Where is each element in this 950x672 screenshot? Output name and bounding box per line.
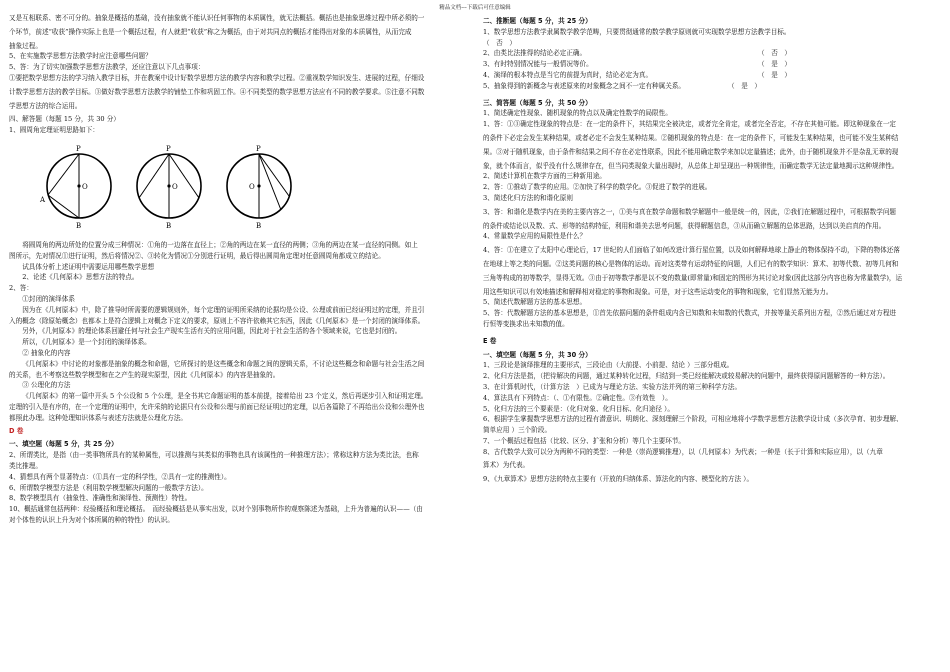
e-fill-item: 6、根据学生掌握数学思想方法的过程有潜意识、明朗化、深刻理解三个阶段，可相应地将小学数学思想方法教学设计成（多次孕育、初步理解、 <box>483 415 903 424</box>
d-fill-item: 2、所谓类比，是指（由一类事物所具有的某种属性，可以推测与其类似的事物也具有该属性的一种推理方法）；常称这种方法为类比法，也称 <box>9 451 419 460</box>
e-fill-item: 4、算法具有下列特点：（、①有限性。②确定性。③有效性 ）。 <box>483 393 672 402</box>
judge-answer: （ 是 ） <box>728 81 761 90</box>
label-P: P <box>256 144 261 153</box>
circle-figure-1 <box>39 140 119 230</box>
e-fill-item: 2、化归方法是指，（把待解决的问题，通过某种转化过程，归结到一类已经能解决或较易解决的问题中，最终获得原问题解答的一种方法）。 <box>483 372 890 381</box>
answer-2-text: 都照此办理。这种处理知识体系与表述方法就是公理化方法。 <box>9 413 188 422</box>
short-answer: 3、答：和谐化是数学内在美的主要内容之一，①美与真在数学命题和数学解题中一般是统一的，因此，②我们在解题过程中，可根据数学问题 <box>483 207 897 216</box>
short-answer: 的条件或结论以及数、式、形等的结构特征，利用和谐美去思考问题，获得解题信息，③从而确立解题的总体思路，达到以美启真的作用。 <box>483 221 886 230</box>
question-1: 1、圆周角定理证明思路如下： <box>9 126 99 135</box>
short-answer: 用这些知识可以有效地描述和解释相对稳定的事物和现象。可是，对于这些运动变化的事物和现象，它们显然无能为力。 <box>483 287 833 296</box>
answer-2: 2、答： <box>9 284 33 293</box>
answer-2-text: 所以，《几何原本》是一个封闭的演绎体系。 <box>22 338 151 347</box>
answer-2-heading: ③ 公理化的方法 <box>22 381 71 390</box>
answer-5: 5、答：为了切实加强数学思想方法教学，还应注意以下几点事项： <box>9 63 205 72</box>
short-question: 1、简述确定性现象、随机现象的特点以及确定性数学的局限性。 <box>483 109 672 118</box>
e-fill-item: 简单应用 ）三个阶段。 <box>483 426 552 435</box>
e-fill-item: 9、《九章算术》思想方法的特点主要有（开放的归纳体系、算法化的内容、模型化的方法 ）。 <box>483 475 754 484</box>
short-answer: 4、答：①在建立了太阳中心理论后，17 世纪的人们面临了如何改进计算行星位置，以及如何解释地球上静止的物体保持不动，下降的物体还落 <box>483 246 900 255</box>
label-B: B <box>166 221 172 230</box>
e-fill-item: 5、化归方法的三个要素是：（化归对象、化归目标、化归途径 ）。 <box>483 404 674 413</box>
d-fill-item: 6、所谓数学模型方法是（利用数学模型解决问题的一般数学方法）。 <box>9 483 208 492</box>
answer-5-line: 学思想方法的综合运用。 <box>9 101 82 110</box>
short-answer: 2、答：①推动了数学的应用。②加快了科学的数学化。③促进了数学的进展。 <box>483 183 712 192</box>
d-fill-item: 4、猜想具有两个显著特点：（①具有一定的科学性，②具有一定的推测性）。 <box>9 472 231 481</box>
answer-5-line: ①要把数学思想方法的学习纳入教学目标，并在教案中设计好数学思想方法的教学内容和教学过程。②重视数学知识发生、进展的过程，仔细设 <box>9 73 425 82</box>
short-answer: 的条件下必定会发生某种结果，或者必定不会发生某种结果。②随机现象的特点是：在一定的条件下，可能发生某种结果，也可能不发生某种结 <box>483 133 899 142</box>
short-answer: 1、答：①③确定性现象的特点是：在一定的条件下，其结果完全被决定，或者完全肯定，或者完全否定，不存在其他可能。即这种现象在一定 <box>483 120 897 129</box>
intro-line: 个环节，前述“收获”操作实际上也是一个概括过程，有人就把“收获”称之为概括，由于对共同点的概括才能得出对象的本质属性，从而完成 <box>9 27 412 36</box>
answer-5-line: 计数学思想方法的教学目标。③做好数学思想方法教学的铺垫工作和巩固工作。④不同类型的数学思想方法应有不同的教学要求。⑤注意不同数 <box>9 87 425 96</box>
judge-row <box>483 59 941 70</box>
label-O: O <box>172 182 178 191</box>
question-5: 5、在实施数学思想方法教学时应注意哪些问题？ <box>9 52 152 61</box>
e-fill-item: 8、古代数学大致可以分为两种不同的类型：一种是（崇尚逻辑推理），以（几何原本）为代表；一种是（长于计算和实际应用），以（九章 <box>483 447 883 456</box>
judge-item: 3、有时特别情况能与一般情况等价。 <box>483 60 593 69</box>
intro-line: 抽象过程。 <box>9 41 42 50</box>
proof-text: 图所示，先对情况①进行证明，然后将情况②、③转化为情况①分别进行证明，最后得出圆周角定理对任意圆周角都成立的结论。 <box>9 251 385 260</box>
volume-d-label: D 卷 <box>9 426 24 435</box>
short-answer: 象，就个体而言，似乎没有什么规律存在，但当同类现象大量出现时，从总体上却呈现出一种规律性，而确定数学无法定量地揭示这种规律性。 <box>483 161 899 170</box>
label-O: O <box>249 182 255 191</box>
judge-answer: （ 是 ） <box>758 70 791 79</box>
d-section-1-title: 一、填空题（每题 5 分，共 25 分） <box>9 440 118 449</box>
short-answer: 5、答：代数解题方法的基本思想是，①首先依据问题的条件组成内含已知数和未知数的代数式，并按等量关系列出方程，②然后通过对方程进 <box>483 309 897 318</box>
short-answer: 行恒等变换求出未知数的值。 <box>483 319 569 328</box>
intro-line: 又是互相联系、密不可分的。抽象是概括的基础，没有抽象就不能认识任何事物的本质属性，就无法概括。概括也是抽象思维过程中所必须的一 <box>9 14 425 22</box>
label-B: B <box>256 221 262 230</box>
short-answer: 在地球上等之类的问题。②这类问题的核心是物体的运动。而对这类带有运动特征的问题，人们已有的数学知识：算术、初等代数、初等几何和 <box>483 259 899 268</box>
label-P: P <box>76 144 81 153</box>
answer-2-text: 因为在《几何原本》中，除了推导时所需要的逻辑规则外，每个定理的证明所采纳的论据均是公设、公理或前面已经证明过的定理，并且引 <box>22 305 425 314</box>
answer-2-heading: ①封闭的演绎体系 <box>22 294 75 303</box>
short-question: 4、常量数学应用的局限性是什么？ <box>483 232 587 241</box>
judge-answer: （ 是 ） <box>758 60 791 69</box>
short-question: 3、简述化归方法的和谐化原则 <box>483 193 573 202</box>
judge-item: 5、抽象得到的新概念与表述原来的对象概念之间不一定有种属关系。 <box>483 81 686 90</box>
answer-2-text: 另外，《几何原本》的理论体系回避任何与社会生产现实生活有关的应用问题，因此对于社会生活的各个领域来说，它也是封闭的。 <box>22 327 402 336</box>
circle-figure-3 <box>219 140 299 230</box>
right-column <box>483 13 941 485</box>
answer-2-text: 《几何原本》中讨论的对象都是抽象的概念和命题，它所探讨的是这些概念和命题之间的逻辑关系，不讨论这些概念和命题与社会生活之间 <box>22 359 425 368</box>
left-column <box>9 13 467 526</box>
circle-angle-figures <box>39 140 467 232</box>
judge-item: 1、数学思想方法教学隶属数学教学范畴，只要贯彻通常的数学教学原则就可实现数学思想方法教学目标。 <box>483 27 791 36</box>
judge-answer: （ 否 ） <box>483 38 516 47</box>
e-fill-item: 1、三段论是演绎推理的主要形式，三段论由（大前提、小前提、结论 ）三部分组成。 <box>483 361 734 370</box>
label-P: P <box>166 144 171 153</box>
answer-2-text: 的关系，也不考察这些数学模型和在之产生的现实原型，因此《几何原本》的内容是抽象的。 <box>9 370 280 379</box>
circle-figure-2 <box>129 140 209 230</box>
answer-2-text: 入的概念（除原始概念）也都本上是符合逻辑上对概念下定义的要求，原则上不容许依赖其它东西，因此《几何原本》是一个封闭的演绎体系。 <box>9 316 425 325</box>
judge-answer: （ 否 ） <box>758 49 791 58</box>
proof-text: 试具体分析上述证明中需要运用哪些数学思想 <box>22 262 155 271</box>
label-A: A <box>40 195 46 204</box>
e-fill-item: 3、在计算机时代，（计算方法 ）已成为与理论方法、实验方法并列的第三种科学方法。 <box>483 382 742 391</box>
proof-text: 将圆周角的两边所处的位置分成三种情况：①角的一边落在直径上；②角的两边在某一直径的两侧；③角的两边在某一直径的同侧。如上 <box>22 240 418 249</box>
label-O: O <box>82 182 88 191</box>
short-answer: 果。③对于随机现象，由于条件和结果之间不存在必定性联系，因此不能用确定数学来加以定量描述；此外，由于随机现象并不是杂乱无章的现 <box>483 147 899 156</box>
judge-row <box>483 70 941 81</box>
d-fill-item: 对个体性的认识上升为对个体所属的种的特性）的认识。 <box>9 515 174 524</box>
section-2-title: 二、推断题（每题 5 分，共 25 分） <box>483 17 592 25</box>
judge-item: 4、演绎的根本特点是当它的前提为真时，结论必定为真。 <box>483 70 653 79</box>
judge-row <box>483 81 941 92</box>
answer-2-heading: ② 抽象化的内容 <box>22 348 71 357</box>
short-question: 2、简述计算机在数学方面的三种新用途。 <box>483 172 606 181</box>
answer-2-text: 《几何原本》的第一篇中开头 5 个公设和 5 个公理，是全书其它命题证明的基本前提，接着给出 23 个定义，然后再逐步引入和证明定理。 <box>22 392 428 401</box>
d-fill-item: 类比推理。 <box>9 461 42 470</box>
judge-row <box>483 48 941 59</box>
e-fill-item: 算术）为代表。 <box>483 461 530 470</box>
judge-item: 2、由类比法推得的结论必定正确。 <box>483 49 587 58</box>
answer-2-text: 定理的引入是有序的，在一个定理的证明中，允许采纳的论据只有公设和公理与前面已经证明过的定理，以后各篇除了不再给出公设和公理外也 <box>9 402 425 411</box>
d-fill-item: 10、概括通常包括两种：经验概括和理论概括。 而经验概括是从事实出发，以对个别事物所作的观察陈述为基础，上升为普遍的认识——（由 <box>9 505 423 514</box>
section-4-title: 四、解答题（每题 15 分，共 30 分） <box>9 115 120 124</box>
section-3-title: 三、简答题（每题 5 分，共 50 分） <box>483 98 592 107</box>
short-answer: 三角等构成的初等数学，显得无效。③由于初等数学都是以不变的数量(即常量)和固定的图形为其讨论对象(因此这部分内容也称为常量数学)，运 <box>483 273 903 282</box>
label-B: B <box>76 221 82 230</box>
d-fill-item: 8、数学模型具有（抽象性、准确性和演绎性、预测性）特性。 <box>9 494 192 503</box>
question-2: 2、论述《几何原本》思想方法的特点。 <box>22 273 139 282</box>
short-question: 5、简述代数解题方法的基本思想。 <box>483 298 587 307</box>
e-fill-item: 7、一个概括过程包括（比较、区分、扩张和分析）等几个主要环节。 <box>483 436 686 445</box>
volume-e-label: E 卷 <box>483 336 497 345</box>
e-section-1-title: 一、填空题（每题 5 分，共 30 分） <box>483 350 592 359</box>
page-header: 精品文档---下载后可任意编辑 <box>439 5 511 11</box>
